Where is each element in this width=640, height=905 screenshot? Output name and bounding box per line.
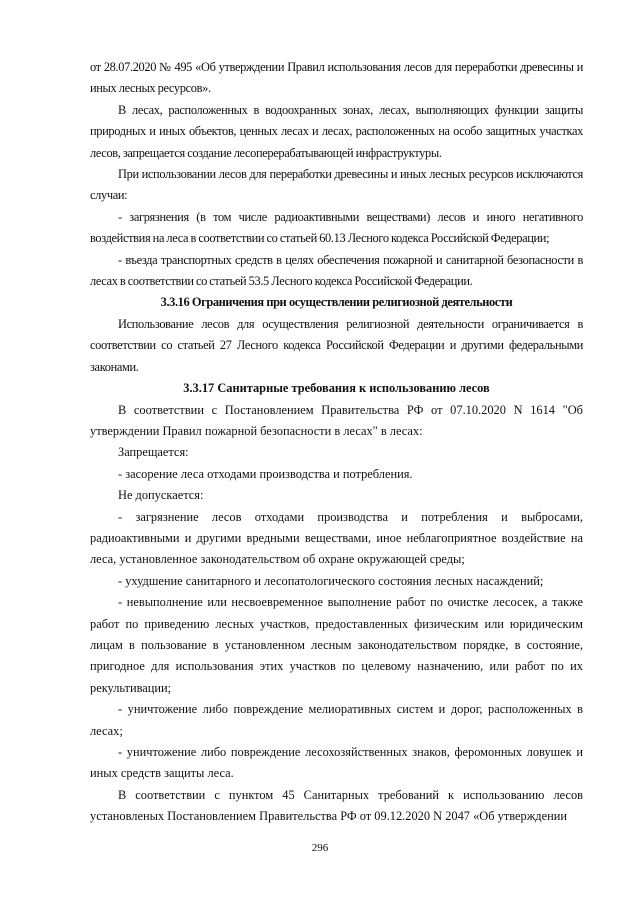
paragraph: В соответствии с пунктом 45 Санитарных требований к использованию лесов установленых Постановлением Правительства РФ от 09.12.2020 N 2047 «Об утверждении — [90, 787, 583, 824]
paragraph: Запрещается: — [118, 445, 189, 460]
paragraph: В соответствии с Постановлением Правительства РФ от 07.10.2020 N 1614 "Об утверждении Правил пожарной безопасности в лесах" в лесах: — [90, 402, 583, 438]
paragraph: - ухудшение санитарного и лесопатологического состояния лесных насаждений; — [118, 573, 544, 588]
paragraph: - невыполнение или несвоевременное выполнение работ по очистке лесосек, а также работ по приведению лесных участков, предоставленных физическим или юридическим лицам в пользование в установленном лесным законодательством порядке, в состояние, пригодное для использования этих участков по целевому назначению, или работ по их рекультивации; — [90, 595, 583, 695]
paragraph: - засорение леса отходами производства и потребления. — [118, 466, 413, 481]
paragraph: - уничтожение либо повреждение мелиоративных систем и дорог, расположенных в лесах; — [90, 702, 583, 738]
section-heading: 3.3.17 Санитарные требования к использованию лесов — [183, 381, 490, 396]
paragraph: - загрязнения (в том числе радиоактивными веществами) лесов и иного негативного воздействия на леса в соответствии со статьей 60.13 Лесного кодекса Российской Федерации; — [90, 209, 583, 246]
paragraph: - въезда транспортных средств в целях обеспечения пожарной и санитарной безопасности в лесах в соответствии со статьей 53.5 Лесного кодекса Российской Федерации. — [90, 252, 583, 289]
paragraph: от 28.07.2020 № 495 «Об утверждении Правил использования лесов для переработки древесины и иных лесных ресурсов». — [90, 60, 583, 96]
paragraph: Использование лесов для осуществления религиозной деятельности ограничивается в соответствии со статьей 27 Лесного кодекса Российской Федерации и другими федеральными законами. — [90, 316, 583, 374]
section-heading: 3.3.16 Ограничения при осуществлении религиозной деятельности — [160, 295, 513, 310]
paragraph: При использовании лесов для переработки древесины и иных лесных ресурсов исключаются случаи: — [90, 167, 583, 203]
page-number: 296 — [311, 842, 329, 854]
document-body — [90, 57, 583, 828]
paragraph: Не допускается: — [118, 488, 204, 503]
paragraph: - загрязнение лесов отходами производства и потребления и выбросами, радиоактивными и другими вредными веществами, иное неблагоприятное воздействие на леса, установленное законодательством об охране окружающей среды; — [90, 509, 583, 567]
paragraph: В лесах, расположенных в водоохранных зонах, лесах, выполняющих функции защиты природных и иных объектов, ценных лесах и лесах, расположенных на особо защитных участках лесов, запрещается создание лесоперерабатывающей инфраструктуры. — [90, 102, 583, 160]
paragraph: - уничтожение либо повреждение лесохозяйственных знаков, феромонных ловушек и иных средств защиты леса. — [90, 745, 583, 781]
